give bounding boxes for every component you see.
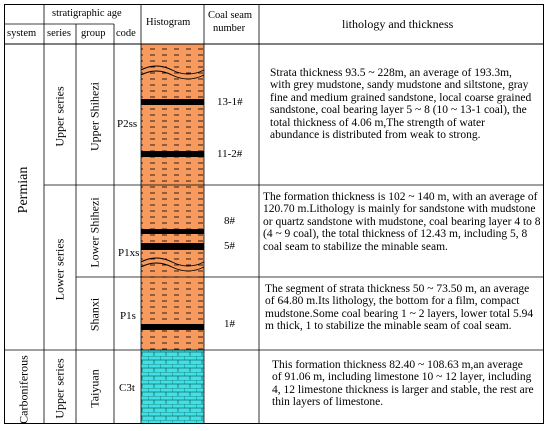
limestone-column xyxy=(141,350,204,424)
description-upper-shihezi: Strata thickness 93.5 ~ 228m, an average of 193.3m, with grey mudstone, sandy mudstone and siltstone, gray fine and medium grained sandstone, local coarse grained sandstone, coal bearing layer 5 ~ 8 (10 ~ 13-1 coal), the total thickness of 4.06 m,The strength of water abundance is distributed from weak to strong. xyxy=(270,67,532,142)
group-taiyuan: Taiyuan xyxy=(87,369,102,408)
coal-seam-label-11-2: 11-2# xyxy=(217,148,243,160)
group-shanxi: Shanxi xyxy=(87,297,102,332)
coal-seam-8 xyxy=(141,229,204,234)
series-upper-permian: Upper series xyxy=(52,86,67,147)
system-carboniferous: Carboniferous xyxy=(16,355,31,424)
group-upper-shihezi: Upper Shihezi xyxy=(87,82,102,151)
system-header: system xyxy=(7,28,37,39)
series-header: series xyxy=(47,28,71,39)
coal-seam-header: Coal seam xyxy=(208,10,253,21)
code-p2ss: P2ss xyxy=(117,118,138,130)
stratigraphic-column-diagram xyxy=(4,4,544,424)
series-upper-carboniferous: Upper series xyxy=(52,358,67,419)
code-p1s: P1s xyxy=(120,310,136,322)
sandstone-column xyxy=(141,44,204,350)
coal-seam-label-1: 1# xyxy=(224,318,235,330)
coal-seam-label-8: 8# xyxy=(224,215,235,227)
histogram-header: Histogram xyxy=(146,17,191,28)
description-taiyuan: This formation thickness 82.40 ~ 108.63 m,an average of 91.06 m, including limestone 10 ~ 12 layer, including 4, 12 limestone thickness is larger and stable, the rest are thin layers of limestone. xyxy=(272,359,534,409)
coal-seam-5 xyxy=(141,243,204,250)
description-shanxi: The segment of strata thickness 50 ~ 73.50 m, an average of 64.80 m.Its lithology, the bottom for a film, compact mudstone.Some coal bearing 1 ~ 2 layers, lower total 5.94 m thick, 1 to stabilize the minable seam of coal seam. xyxy=(265,283,534,333)
code-p1xs: P1xs xyxy=(118,247,140,259)
coal-seam-13-1 xyxy=(141,99,204,105)
group-header: group xyxy=(81,28,106,39)
series-lower: Lower series xyxy=(52,238,67,301)
system-permian: Permian xyxy=(16,166,31,214)
code-c3t: C3t xyxy=(119,382,135,394)
stratigraphic-age-header: stratigraphic age xyxy=(52,8,122,19)
coal-seam-11-2 xyxy=(141,151,204,157)
group-lower-shihezi: Lower Shihezi xyxy=(87,197,102,268)
coal-seam-label-13-1: 13-1# xyxy=(217,96,243,108)
coal-seam-label-5: 5# xyxy=(224,240,235,252)
lithology-header: lithology and thickness xyxy=(342,17,454,31)
description-lower-shihezi: The formation thickness is 102 ~ 140 m, with an average of 120.70 m.Lithology is mainly for sandstone with mudstone or quartz sandstone with mudstone, coal bearing layer 4 to 8 (4 ~ 9 coal), the total thickness of 12.43 m, including 5, 8 coal seam to stabilize the minable seam. xyxy=(263,191,541,253)
coal-seam-number-header: number xyxy=(213,23,246,34)
coal-seam-1 xyxy=(141,324,204,330)
code-header: code xyxy=(116,28,136,39)
